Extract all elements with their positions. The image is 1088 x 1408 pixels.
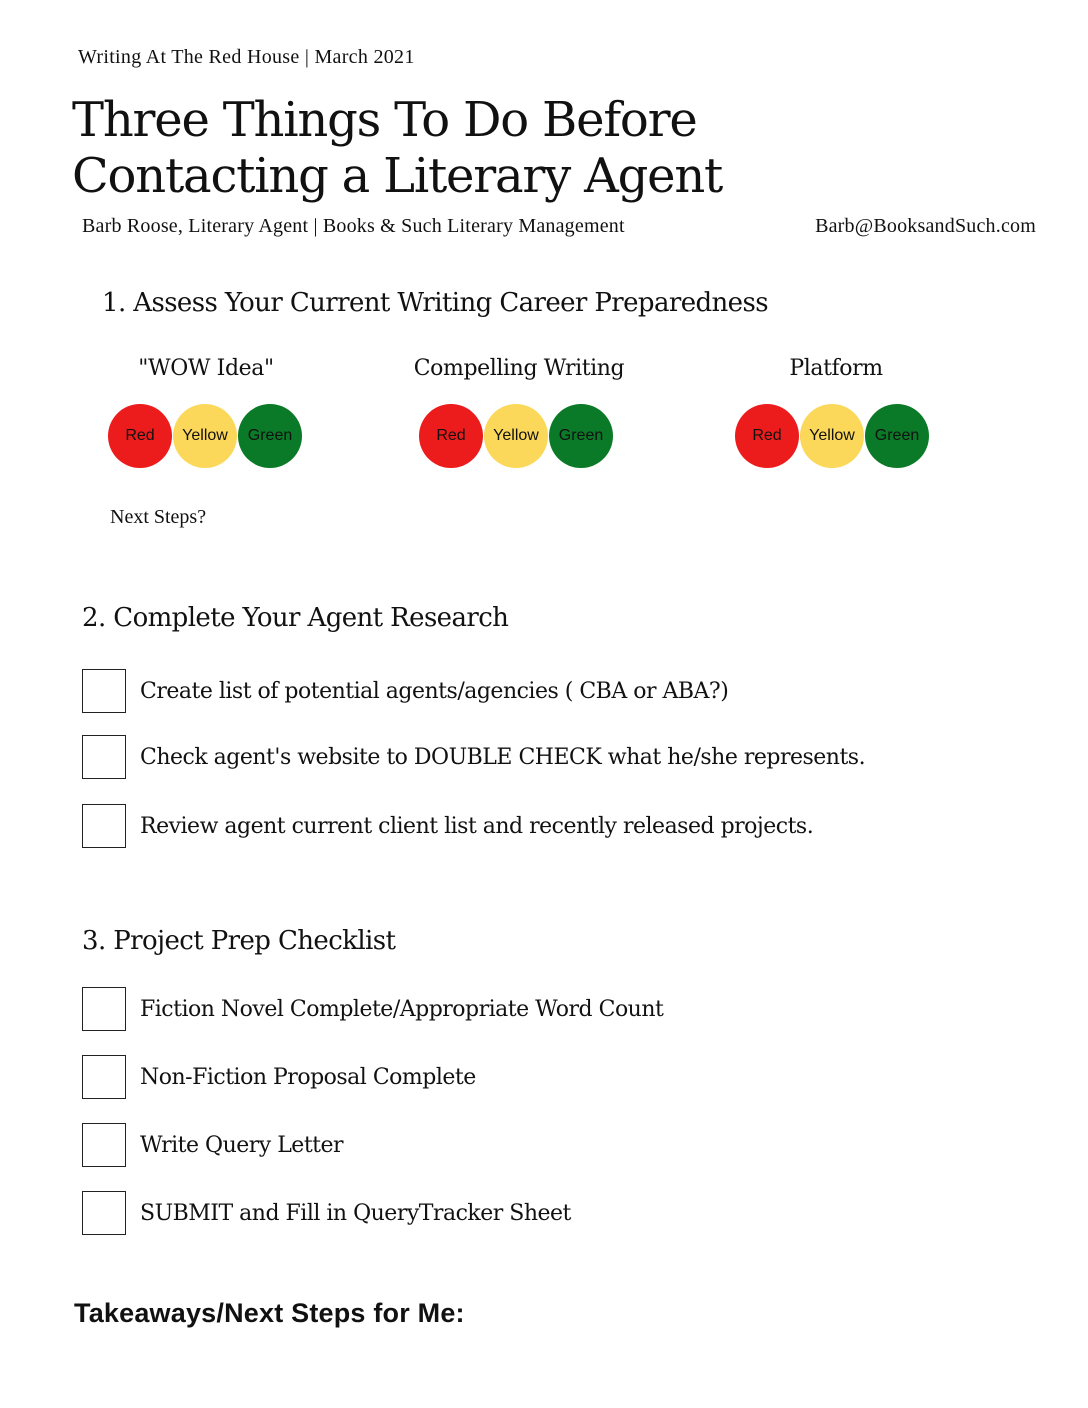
author-byline: Barb Roose, Literary Agent | Books & Such Literary Management: [82, 215, 625, 237]
page-title: [72, 92, 722, 204]
title-line-1: Three Things To Do Before: [72, 92, 697, 148]
checkbox[interactable]: [82, 1123, 126, 1167]
checkbox[interactable]: [82, 1191, 126, 1235]
green-circle[interactable]: Green: [238, 404, 302, 468]
checklist-item: [82, 1054, 476, 1100]
next-steps-label: Next Steps?: [110, 506, 207, 528]
checklist-item-label: SUBMIT and Fill in QueryTracker Sheet: [140, 1200, 571, 1226]
checklist-item: [82, 668, 728, 714]
green-circle[interactable]: Green: [865, 404, 929, 468]
checklist-item: [82, 1122, 343, 1168]
checklist-item-label: Fiction Novel Complete/Appropriate Word Count: [140, 996, 664, 1022]
yellow-circle[interactable]: Yellow: [484, 404, 548, 468]
checklist-item-label: Check agent's website to DOUBLE CHECK what he/she represents.: [140, 744, 866, 770]
checklist-item-label: Review agent current client list and recently released projects.: [140, 813, 814, 839]
red-circle[interactable]: Red: [108, 404, 172, 468]
green-circle[interactable]: Green: [549, 404, 613, 468]
takeaways-heading: Takeaways/Next Steps for Me:: [74, 1298, 465, 1328]
column-label-compelling-writing: Compelling Writing: [413, 356, 625, 381]
checkbox[interactable]: [82, 669, 126, 713]
title-line-2: Contacting a Literary Agent: [72, 148, 723, 204]
checklist-item-label: Write Query Letter: [140, 1132, 344, 1158]
red-circle[interactable]: Red: [735, 404, 799, 468]
checklist-item: [82, 1190, 571, 1236]
column-label-wow-idea: "WOW Idea": [138, 356, 274, 381]
checkbox[interactable]: [82, 987, 126, 1031]
column-label-platform: Platform: [789, 356, 883, 381]
yellow-circle[interactable]: Yellow: [800, 404, 864, 468]
header-line: Writing At The Red House | March 2021: [78, 46, 415, 68]
checklist-item: [82, 986, 663, 1032]
checkbox[interactable]: [82, 735, 126, 779]
yellow-circle[interactable]: Yellow: [173, 404, 237, 468]
red-circle[interactable]: Red: [419, 404, 483, 468]
checklist-item: [82, 734, 865, 780]
checklist-item: [82, 803, 813, 849]
checklist-item-label: Non-Fiction Proposal Complete: [140, 1064, 476, 1090]
checklist-item-label: Create list of potential agents/agencies ( CBA or ABA?): [140, 678, 729, 704]
section-2-heading: 2. Complete Your Agent Research: [82, 603, 509, 633]
checkbox[interactable]: [82, 1055, 126, 1099]
section-1-heading: 1. Assess Your Current Writing Career Preparedness: [102, 288, 768, 318]
section-3-heading: 3. Project Prep Checklist: [82, 926, 396, 956]
author-email: Barb@BooksandSuch.com: [815, 215, 1036, 237]
checkbox[interactable]: [82, 804, 126, 848]
